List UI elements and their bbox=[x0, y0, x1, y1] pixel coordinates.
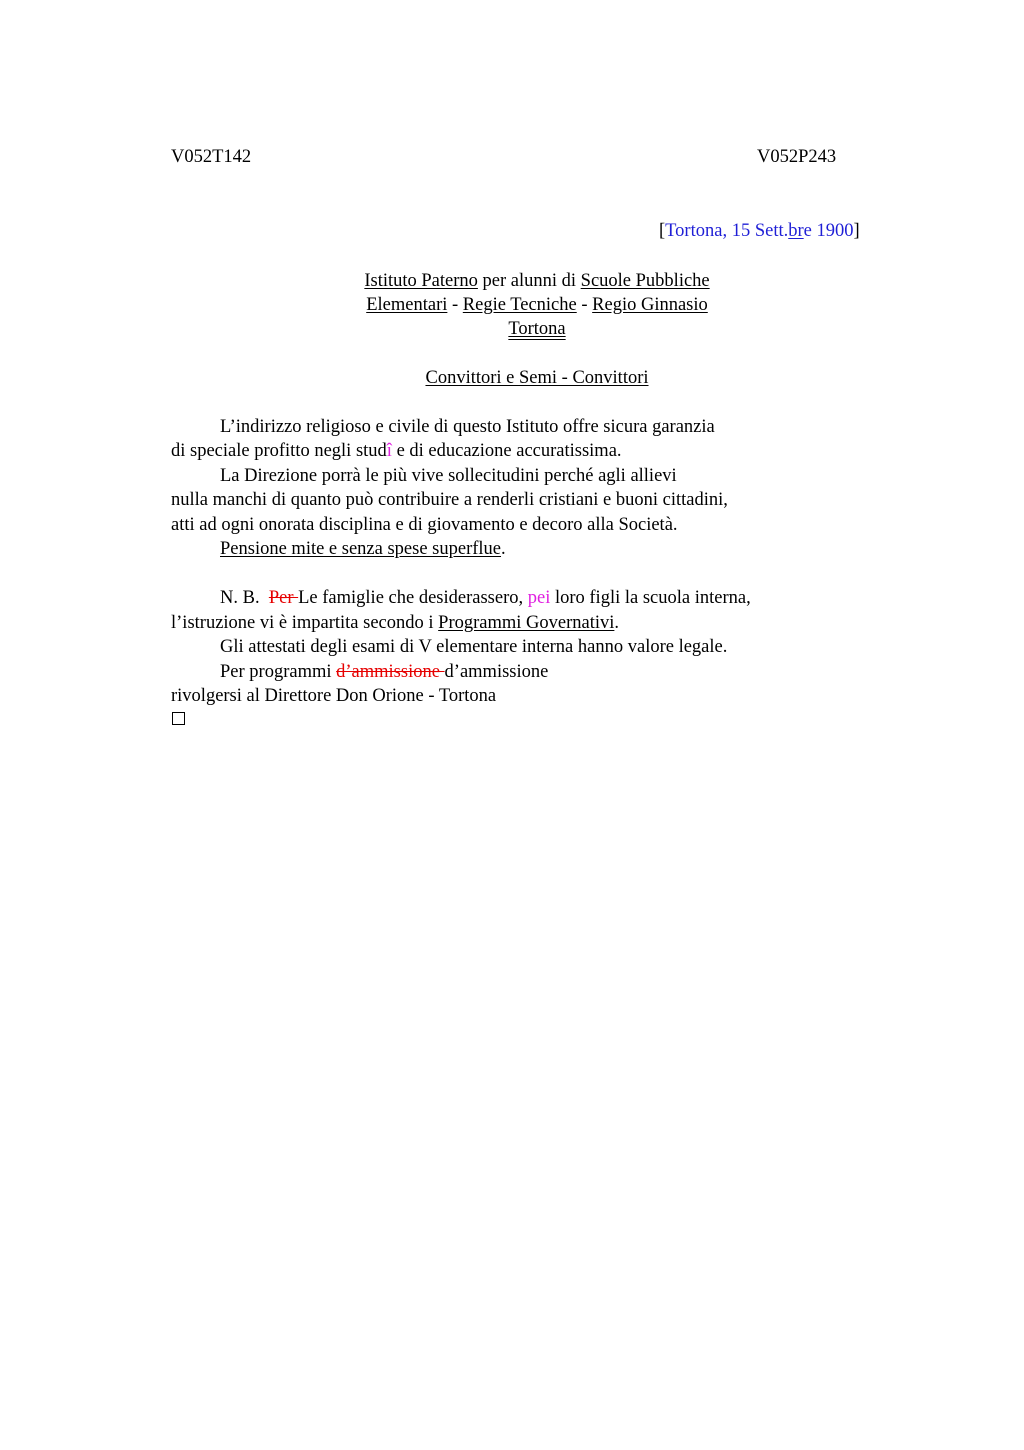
nb-deleted-word: Per bbox=[268, 588, 299, 608]
body-p2-line2: nulla manchi di quanto può contribuire a renderli cristiani e buoni cittadini, bbox=[171, 490, 728, 510]
body-p1-line2-b: e di educazione accuratissima. bbox=[391, 441, 622, 461]
body-p2-line1: La Direzione porrà le più vive sollecitudini perché agli allievi bbox=[220, 466, 677, 486]
institute-line-1 bbox=[0, 269, 1024, 293]
dateline-year: e 1900 bbox=[803, 221, 854, 241]
dateline-abbrev: br bbox=[788, 221, 804, 241]
nb-line4-deleted: d’ammissione bbox=[336, 662, 445, 682]
body-p1-line1: L’indirizzo religioso e civile di questo Istituto offre sicura garanzia bbox=[220, 417, 715, 437]
body-p1-line2-a: di speciale profitto negli stud bbox=[171, 441, 387, 461]
nb-line4-a: Per programmi bbox=[220, 662, 337, 682]
nb-inserted-word: pei bbox=[527, 588, 551, 608]
body-p3 bbox=[220, 537, 506, 561]
nb-line2-underlined: Programmi Governativi bbox=[438, 613, 615, 633]
body-p3-underlined: Pensione mite e senza spese superflue bbox=[220, 539, 502, 559]
nb-line1-a: Le famiglie che desiderassero, bbox=[298, 588, 528, 608]
institute-technical: Regie Tecniche bbox=[462, 295, 577, 315]
body-p2-line3: atti ad ogni onorata disciplina e di giovamento e decoro alla Società. bbox=[171, 515, 678, 535]
body-p3-end: . bbox=[501, 539, 506, 559]
dateline bbox=[659, 221, 860, 242]
nb-line1-b: loro figli la scuola interna, bbox=[550, 588, 751, 608]
nb-line1 bbox=[220, 586, 751, 610]
institute-line-2 bbox=[0, 293, 1024, 317]
institute-sep-2: - bbox=[576, 295, 593, 315]
nb-line5: rivolgersi al Direttore Don Orione - Tortona bbox=[171, 686, 497, 706]
institute-gymnasium: Regio Ginnasio bbox=[592, 295, 708, 315]
nb-line4-b: d’ammissione bbox=[444, 662, 549, 682]
dateline-open-bracket: [ bbox=[659, 221, 666, 241]
institute-elementary: Elementari bbox=[366, 295, 448, 315]
subtitle: Convittori e Semi - Convittori bbox=[425, 368, 649, 388]
body-p1-insertion: î bbox=[386, 441, 392, 461]
institute-sep-1: - bbox=[447, 295, 463, 315]
body-p1-line2 bbox=[171, 439, 622, 463]
dateline-place-date: Tortona, 15 Sett. bbox=[665, 221, 789, 241]
institute-name: Istituto Paterno bbox=[364, 271, 478, 291]
nb-line3: Gli attestati degli esami di V elementare interna hanno valore legale. bbox=[220, 637, 728, 657]
institute-for-text: per alunni di bbox=[477, 271, 581, 291]
institute-city: Tortona bbox=[508, 319, 566, 339]
header-right-code: V052P243 bbox=[757, 147, 837, 167]
subtitle-line bbox=[0, 366, 1024, 390]
dateline-close-bracket: ] bbox=[853, 221, 860, 241]
institute-line-3 bbox=[0, 317, 1024, 341]
nb-line4 bbox=[220, 660, 548, 684]
header-left-code: V052T142 bbox=[171, 147, 252, 167]
nb-line2 bbox=[171, 611, 619, 635]
checkbox-icon[interactable] bbox=[172, 712, 185, 725]
nb-label: N. B. bbox=[220, 588, 269, 608]
nb-line2-a: l’istruzione vi è impartita secondo i bbox=[171, 613, 439, 633]
nb-line2-end: . bbox=[614, 613, 620, 633]
institute-public-schools: Scuole Pubbliche bbox=[580, 271, 710, 291]
